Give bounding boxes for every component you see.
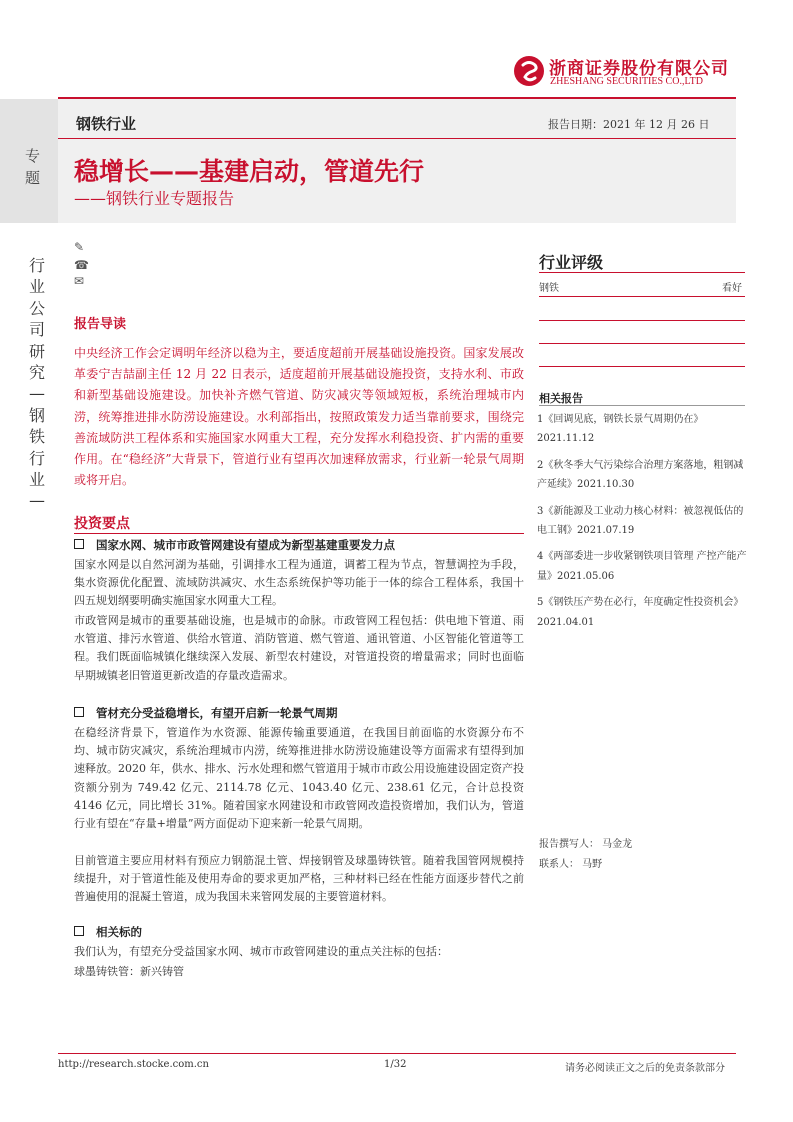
related-list bbox=[537, 410, 749, 639]
lead-heading: 报告导读 bbox=[74, 317, 127, 332]
pen-icon: ✎ bbox=[74, 240, 85, 254]
checkbox-bullet-icon bbox=[74, 926, 84, 936]
footer-disclaimer: 请务必阅读正文之后的免责条款部分 bbox=[565, 1063, 725, 1074]
company-logo bbox=[514, 56, 544, 86]
company-name-en: ZHESHANG SECURITIES CO.,LTD bbox=[550, 76, 703, 87]
header-divider bbox=[58, 138, 736, 139]
rating-divider bbox=[539, 272, 745, 273]
related-item[interactable]: 1《回调见底，钢铁长景气周期仍在》2021.11.12 bbox=[537, 414, 704, 445]
related-heading: 相关报告 bbox=[539, 392, 583, 405]
point2-para1: 在稳经济背景下，管道作为水资源、能源传输重要通道，在我国目前面临的水资源分布不均、城市防灾减灾，系统治理城市内涝，统筹推进排水防涝设施建设等方面需求有望得到加速释放。2020 年，供水、排水、污水处理和燃气管道用于城市市政公用设施建设固定资产投资额分别为 749.42 亿元、2114.78 亿元、1043.40 亿元、238.61 亿元，合计总投资 4146 亿元，同比增长 31%。随着国家水网建设和市政管网改造投资增加，我们认为，管道行业有望在“存量+增量”两方面促动下迎来新一轮景气周期。 bbox=[74, 726, 524, 831]
rating-industry: 钢铁 bbox=[539, 283, 559, 294]
logo-swirl-icon bbox=[514, 56, 544, 86]
rating-rule bbox=[539, 343, 745, 344]
page-number: 1/32 bbox=[384, 1059, 407, 1070]
phone-icon: ☎ bbox=[74, 258, 89, 272]
checkbox-bullet-icon bbox=[74, 707, 84, 717]
point1-para2: 市政管网是城市的重要基础设施，也是城市的命脉。市政管网工程包括：供电地下管道、雨水管道、排污水管道、供给水管道、消防管道、燃气管道、通讯管道、小区智能化管道等工程。我们既面临城镇化继续深入发展、新型农村建设，对管道投资的增量需求；同时也面临早期城镇老旧管道更新改造的存量改造需求。 bbox=[74, 614, 524, 682]
point3-title: 相关标的 bbox=[74, 924, 142, 940]
investment-heading: 投资要点 bbox=[74, 516, 130, 532]
report-date: 报告日期：2021 年 12 月 26 日 bbox=[548, 118, 710, 131]
lead-text: 中央经济工作会定调明年经济以稳为主，要适度超前开展基础设施投资。国家发展改革委宁吉喆副主任 12 月 22 日表示，适度超前开展基础设施投资，支持水利、市政和新型基础设施建设。加快补齐燃气管道、防灾减灾等领域短板，系统治理城市内涝，统筹推进排水防涝设施建设。水利部指出，按照政策发力适当靠前要求，围绕完善流域防洪工程体系和实施国家水网重大工程，充分发挥水利稳投资、扩内需的重要作用。在“稳经济”大背景下，管道行业有望再次加速释放需求，行业新一轮景气周期或将开启。 bbox=[74, 346, 524, 488]
rating-value: 看好 bbox=[722, 283, 742, 294]
related-item[interactable]: 2《秋冬季大气污染综合治理方案落地，粗钢减产延续》2021.10.30 bbox=[537, 459, 744, 491]
point3-para2: 球墨铸铁管：新兴铸管 bbox=[74, 965, 184, 978]
mail-icon: ✉ bbox=[74, 274, 85, 288]
related-divider bbox=[539, 405, 745, 406]
page-title: 稳增长——基建启动，管道先行 bbox=[74, 157, 425, 186]
report-writer: 报告撰写人： 马金龙 bbox=[539, 839, 633, 850]
related-item[interactable]: 3《新能源及工业动力核心材料：被忽视低估的电工钢》2021.07.19 bbox=[537, 505, 744, 537]
company-name-cn: 浙商证券股份有限公司 bbox=[549, 59, 729, 79]
report-type-label: 专题 bbox=[25, 147, 41, 187]
point3-para1: 我们认为，有望充分受益国家水网、城市市政管网建设的重点关注标的包括： bbox=[74, 945, 448, 958]
point1-para1: 国家水网是以自然河湖为基础，引调排水工程为通道，调蓄工程为节点，智慧调控为手段，集水资源优化配置、流域防洪减灾、水生态系统保护等功能于一体的综合工程体系，我国十四五规划纲要明确实施国家水网重大工程。 bbox=[74, 558, 524, 608]
investment-divider bbox=[74, 533, 524, 534]
related-item[interactable]: 5《钢铁压产势在必行，年度确定性投资机会》2021.04.01 bbox=[537, 597, 744, 628]
point2-title: 管材充分受益稳增长，有望开启新一轮景气周期 bbox=[74, 705, 338, 721]
report-contact: 联系人： 马野 bbox=[539, 859, 603, 870]
rating-heading: 行业评级 bbox=[539, 253, 604, 272]
rating-rule bbox=[539, 320, 745, 321]
vertical-category: 行业公司研究—钢铁行业— bbox=[28, 256, 45, 511]
point2-para2: 目前管道主要应用材料有预应力钢筋混土管、焊接钢管及球墨铸铁管。随着我国管网规模持续提升，对于管道性能及使用寿命的要求更加严格，三种材料已经在性能方面逐步替代之前普遍使用的混凝土管道，成为我国未来管网发展的主要管道材料。 bbox=[74, 854, 524, 904]
page-subtitle: ——钢铁行业专题报告 bbox=[74, 189, 235, 208]
industry-label: 钢铁行业 bbox=[76, 115, 137, 133]
footer-rule bbox=[58, 1053, 736, 1054]
related-item[interactable]: 4《两部委进一步收紧钢铁项目管理 产控产能产量》2021.05.06 bbox=[537, 551, 747, 582]
footer-url[interactable]: http://research.stocke.com.cn bbox=[58, 1059, 209, 1070]
rating-rule bbox=[539, 366, 745, 367]
point1-title: 国家水网、城市市政管网建设有望成为新型基建重要发力点 bbox=[74, 537, 395, 553]
checkbox-bullet-icon bbox=[74, 539, 84, 549]
rating-rule bbox=[539, 296, 745, 297]
